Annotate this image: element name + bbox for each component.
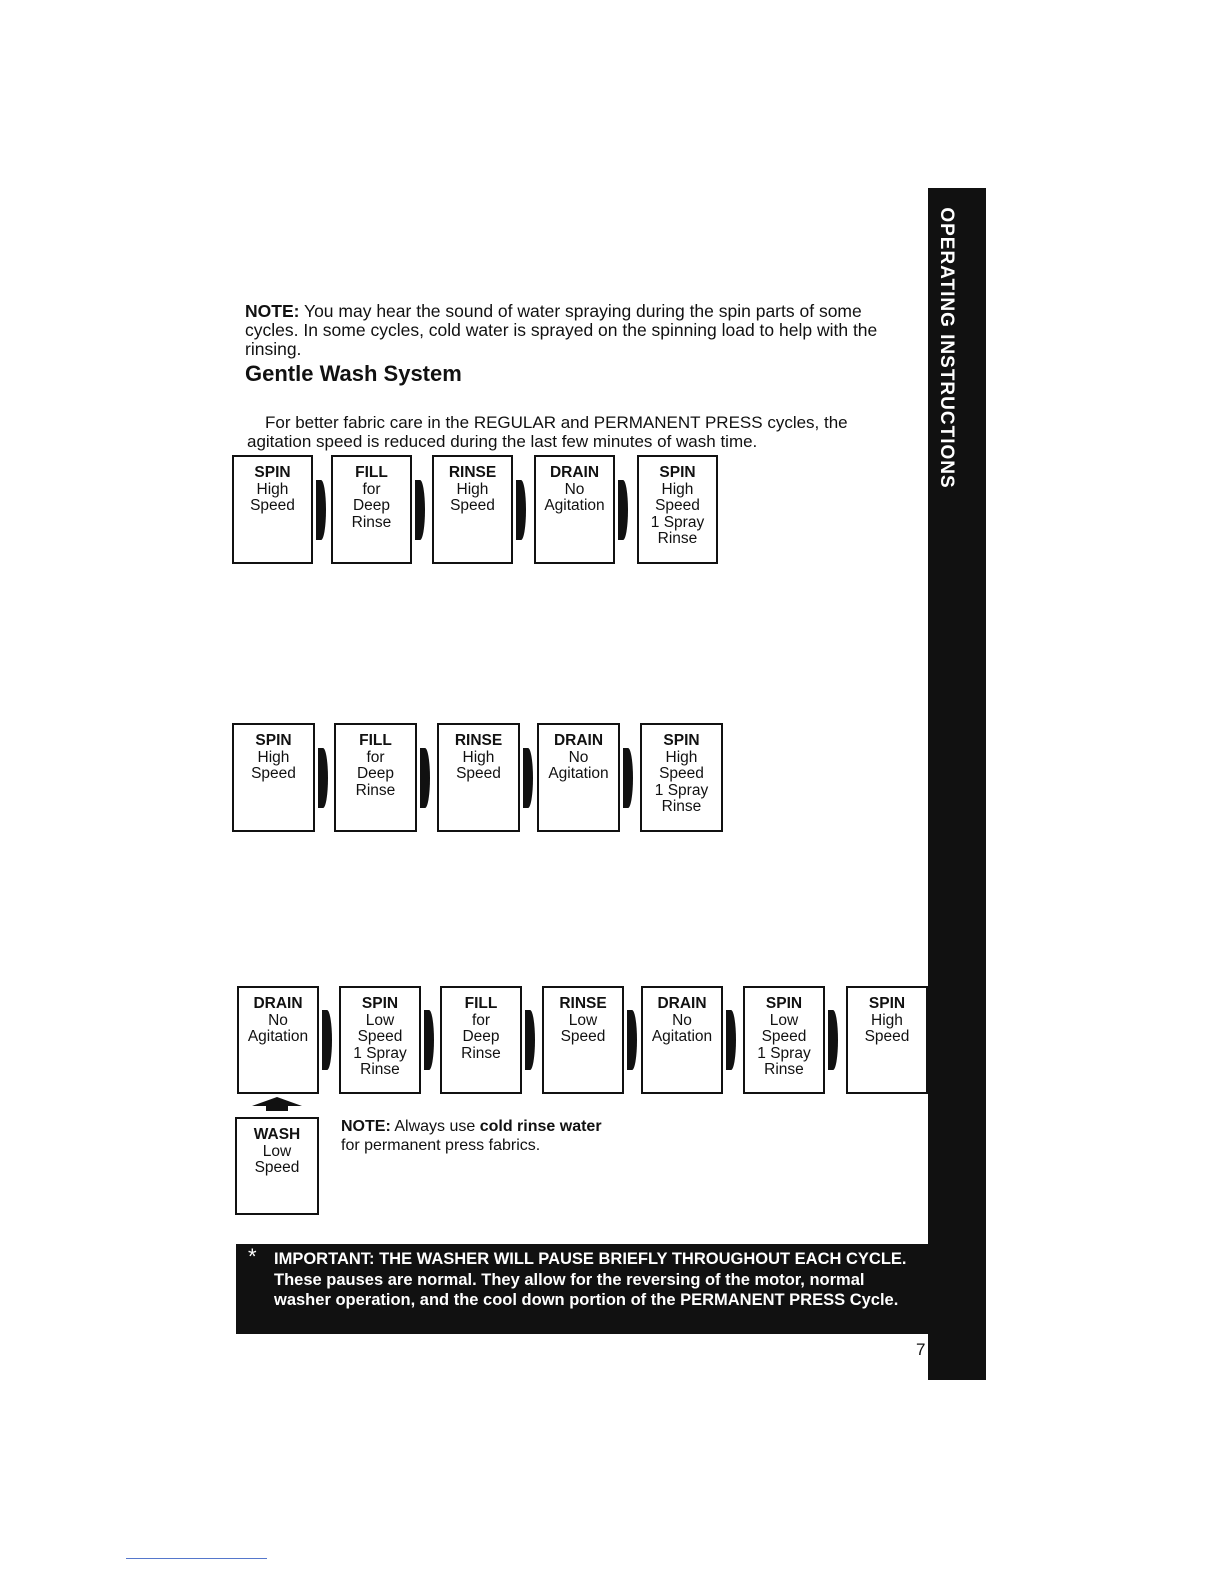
- sidebar-tab: [928, 188, 986, 1380]
- note2-post: for permanent press fabrics.: [341, 1137, 541, 1154]
- step-title: DRAIN: [553, 732, 604, 749]
- arrow-icon: [420, 748, 430, 808]
- sidebar-label: OPERATING INSTRUCTIONS: [936, 207, 957, 489]
- step-title: FILL: [355, 464, 388, 481]
- step-line: High: [462, 748, 495, 766]
- step-line: Speed: [250, 497, 295, 514]
- step-title: DRAIN: [657, 995, 707, 1012]
- cycle-step-box: [534, 455, 615, 564]
- arrow-icon: [828, 1010, 838, 1070]
- step-line: High: [456, 480, 489, 498]
- step-line: Speed: [864, 1028, 910, 1045]
- important-banner: [236, 1244, 931, 1334]
- step-line: High: [257, 748, 290, 766]
- page-number: 7: [916, 1340, 926, 1359]
- cycle-step-box: [641, 986, 723, 1094]
- arrow-icon: [516, 480, 526, 540]
- step-line: Deep: [462, 1028, 500, 1045]
- arrow-icon: [525, 1010, 535, 1070]
- intro-paragraph: For better fabric care in the REGULAR and PERMANENT PRESS cycles, the agitation speed is reduced during the last few minutes of wash time.: [247, 413, 848, 451]
- note-text: You may hear the sound of water spraying during the spin parts of some cycles. In some cycles, cold water is sprayed on the spinning load to help with the rinsing.: [245, 300, 878, 359]
- note-top: [245, 302, 910, 359]
- step-line: Speed: [254, 1159, 300, 1176]
- step-line: Low: [568, 1011, 598, 1029]
- step-title: FILL: [359, 732, 392, 749]
- step-title: DRAIN: [253, 995, 303, 1012]
- step-line: No: [568, 748, 589, 766]
- step-line: Rinse: [360, 1061, 400, 1078]
- arrow-icon: [618, 480, 628, 540]
- step-line: 1 Spray: [757, 1044, 811, 1062]
- section-heading: Gentle Wash System: [245, 361, 462, 386]
- arrow-icon: [318, 748, 328, 808]
- step-line: 1 Spray: [650, 513, 705, 531]
- cycle-step-box: [232, 723, 315, 832]
- step-line: Speed: [560, 1028, 606, 1045]
- step-line: Speed: [659, 765, 704, 782]
- step-title: SPIN: [255, 732, 292, 749]
- step-title: RINSE: [448, 464, 497, 481]
- step-title: FILL: [464, 995, 498, 1012]
- arrow-icon: [627, 1010, 637, 1070]
- cycle-step-box: [334, 723, 417, 832]
- cycle-step-box: [640, 723, 723, 832]
- cycle-step-box: [542, 986, 624, 1094]
- step-line: Deep: [356, 765, 395, 782]
- step-line: Rinse: [461, 1044, 501, 1062]
- arrow-icon: [623, 748, 633, 808]
- step-title: WASH: [253, 1126, 301, 1143]
- cycle-step-box: [237, 986, 319, 1094]
- arrow-icon: [424, 1010, 434, 1070]
- step-title: DRAIN: [549, 464, 600, 481]
- step-line: High: [661, 480, 694, 498]
- up-arrow-icon: [252, 1097, 302, 1111]
- cycle-step-box: [440, 986, 522, 1094]
- arrow-icon: [726, 1010, 736, 1070]
- step-line: High: [871, 1011, 903, 1029]
- note2-pre: Always use: [390, 1118, 480, 1135]
- step-title: SPIN: [659, 464, 696, 481]
- arrow-icon: [523, 748, 533, 808]
- step-line: for: [471, 1011, 491, 1029]
- cycle-step-box: [743, 986, 825, 1094]
- step-line: Speed: [450, 497, 495, 514]
- step-title: SPIN: [765, 995, 803, 1012]
- cycle-step-box: [637, 455, 718, 564]
- step-line: Speed: [761, 1028, 807, 1045]
- cycle-step-box: [537, 723, 620, 832]
- step-line: Agitation: [247, 1028, 309, 1045]
- step-line: 1 Spray: [654, 781, 709, 799]
- step-title: RINSE: [454, 732, 503, 749]
- step-line: Low: [769, 1011, 799, 1029]
- step-line: Rinse: [764, 1061, 804, 1078]
- step-line: 1 Spray: [353, 1044, 407, 1062]
- step-line: Low: [262, 1142, 292, 1160]
- step-line: Rinse: [351, 513, 392, 531]
- step-title: RINSE: [559, 995, 607, 1012]
- step-title: SPIN: [868, 995, 906, 1012]
- step-line: Speed: [251, 765, 296, 782]
- step-line: Deep: [352, 497, 391, 514]
- step-line: Low: [365, 1011, 395, 1029]
- note-cold-rinse: [341, 1117, 602, 1155]
- arrow-icon: [316, 480, 326, 540]
- note-label: NOTE:: [245, 300, 300, 321]
- step-line: Speed: [655, 497, 700, 514]
- footer-rule: [126, 1558, 267, 1559]
- step-title: SPIN: [663, 732, 700, 749]
- step-line: High: [665, 748, 698, 766]
- step-line: No: [672, 1011, 692, 1029]
- step-line: Speed: [357, 1028, 403, 1045]
- step-line: Rinse: [661, 798, 702, 815]
- step-title: SPIN: [254, 464, 291, 481]
- step-line: Rinse: [657, 530, 698, 547]
- step-title: SPIN: [361, 995, 399, 1012]
- step-line: Speed: [456, 765, 501, 782]
- note2-bold: cold rinse water: [479, 1118, 602, 1135]
- arrow-icon: [322, 1010, 332, 1070]
- step-line: High: [256, 480, 289, 498]
- cycle-step-box: [437, 723, 520, 832]
- cycle-step-box: [232, 455, 313, 564]
- step-line: Rinse: [355, 781, 396, 799]
- cycle-step-box: [846, 986, 928, 1094]
- step-line: for: [362, 480, 381, 498]
- step-line: Agitation: [548, 765, 609, 782]
- step-line: No: [564, 480, 585, 498]
- cycle-step-box: [339, 986, 421, 1094]
- cycle-step-box: [331, 455, 412, 564]
- step-line: for: [366, 748, 385, 766]
- step-line: Agitation: [544, 497, 605, 514]
- note2-label: NOTE:: [341, 1118, 391, 1135]
- asterisk: *: [248, 1244, 257, 1269]
- step-line: Agitation: [651, 1028, 713, 1045]
- wash-step-box: [235, 1117, 319, 1215]
- important-text: IMPORTANT: THE WASHER WILL PAUSE BRIEFLY THROUGHOUT EACH CYCLE. These pauses are normal. They allow for the reversing of the motor, normal washer operation, and the cool down portion of the PERMANENT PRESS Cycle.: [274, 1250, 907, 1309]
- step-line: No: [268, 1011, 288, 1029]
- cycle-step-box: [432, 455, 513, 564]
- arrow-icon: [415, 480, 425, 540]
